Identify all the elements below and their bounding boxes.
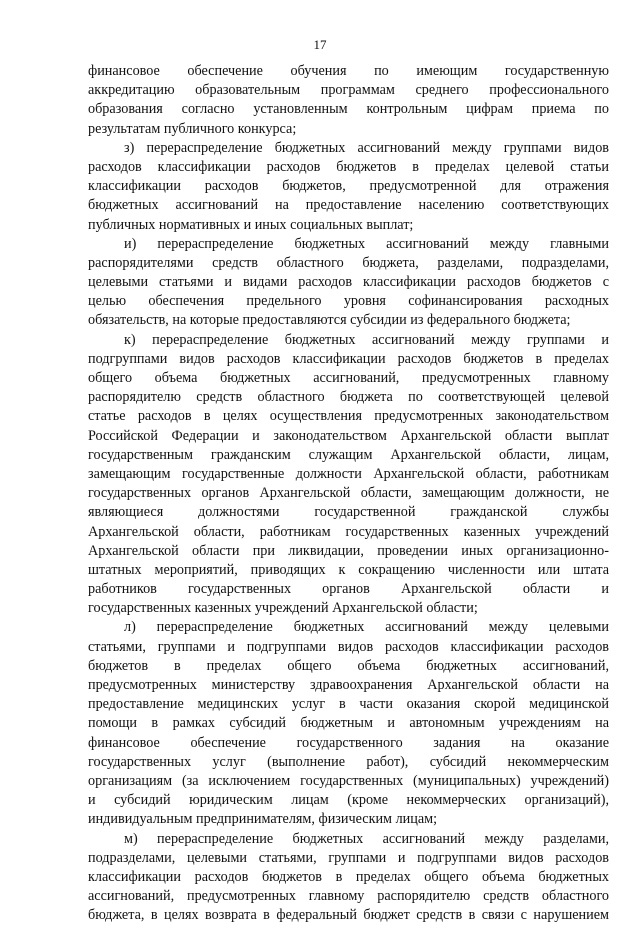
text-line: классификации расходов бюджетов в пределах общего объема бюджетных <box>88 868 609 885</box>
text-line: Архангельской области, работникам государственных казенных учреждений <box>88 523 609 540</box>
text-line: предусмотренных министерству здравоохранения Архангельской области на <box>88 677 609 693</box>
document-body <box>88 62 609 925</box>
text-line: штатных мероприятий, приводящих к сокращению численности или штата <box>88 561 609 578</box>
text-line: целью обеспечения предельного уровня софинансирования расходных <box>88 293 609 310</box>
text-line: подразделами, целевыми статьями, группами и подгруппами видов расходов <box>88 849 609 866</box>
text-line: государственным гражданским служащим Архангельской области, лицам, <box>88 446 609 463</box>
text-line: бюджета, в целях возврата в федеральный бюджет средств в связи с нарушением <box>88 907 609 924</box>
text-line: финансовое обеспечение обучения по имеющим государственную <box>88 63 609 79</box>
text-line: и субсидий юридическим лицам (кроме некоммерческих организаций), <box>88 792 609 809</box>
text-line: организациям (за исключением государственных (муниципальных) учреждений) <box>88 772 609 789</box>
text-line: индивидуальным предпринимателям, физическим лицам; <box>88 811 438 828</box>
text-line: замещающим государственные должности Архангельской области, работникам <box>88 465 609 482</box>
text-line: результатам публичного конкурса; <box>88 120 297 137</box>
text-line: являющиеся должностями государственной гражданской службы <box>88 504 609 521</box>
text-line: статьями, группами и подгруппами видов расходов классификации расходов <box>88 638 609 655</box>
text-line: финансовое обеспечение государственного задания на оказание <box>88 734 609 751</box>
text-line: государственных услуг (выполнение работ), субсидий некоммерческим <box>88 753 609 770</box>
text-line: подгруппами видов расходов классификации расходов бюджетов в пределах <box>88 350 609 367</box>
text-line: расходов классификации расходов бюджетов в пределах целевой статьи <box>88 158 609 175</box>
text-line: обязательств, на которые предоставляются субсидии из федерального бюджета; <box>88 312 571 329</box>
text-line: бюджетных ассигнований на предоставление населению соответствующих <box>88 197 609 214</box>
text-line: работников государственных органов Архангельской области и <box>88 581 609 598</box>
text-line: общего объема бюджетных ассигнований, предусмотренных главному <box>88 370 609 386</box>
text-line: к) перераспределение бюджетных ассигнований между группами и <box>124 331 609 348</box>
text-line: государственных казенных учреждений Архангельской области; <box>88 600 478 617</box>
text-line: ассигнований, предусмотренных главному распорядителю средств областного <box>88 888 609 905</box>
text-line: Архангельской области при ликвидации, проведении иных организационно- <box>88 542 609 559</box>
text-line: государственных органов Архангельской области, замещающим должности, не <box>88 485 609 502</box>
text-line: м) перераспределение бюджетных ассигнований между разделами, <box>124 830 609 847</box>
text-line: бюджетов в пределах общего объема бюджетных ассигнований, <box>88 657 609 674</box>
text-line: публичных нормативных и иных социальных выплат; <box>88 216 414 233</box>
text-line: распорядителями средств областного бюджета, разделами, подразделами, <box>88 254 609 271</box>
text-line: з) перераспределение бюджетных ассигнований между группами видов <box>124 139 609 156</box>
text-line: классификации расходов бюджетов, предусмотренной для отражения <box>88 178 609 195</box>
text-line: аккредитацию образовательным программам среднего профессионального <box>88 82 609 99</box>
text-line: помощи в рамках субсидий бюджетным и автономным учреждениям на <box>88 715 609 732</box>
text-line: целевыми статьями и видами расходов классификации расходов бюджетов с <box>88 274 609 291</box>
text-line: предоставление медицинских услуг в части оказания скорой медицинской <box>88 696 609 713</box>
text-line: л) перераспределение бюджетных ассигнований между целевыми <box>124 619 609 636</box>
text-line: образования согласно установленным контрольным цифрам приема по <box>88 101 609 118</box>
text-line: распорядителю средств областного бюджета по соответствующей целевой <box>88 389 609 406</box>
text-line: статье расходов в целях осуществления предусмотренных законодательством <box>88 408 609 425</box>
text-line: Российской Федерации и законодательством Архангельской области выплат <box>88 427 609 444</box>
text-line: и) перераспределение бюджетных ассигнований между главными <box>124 235 609 252</box>
page-number: 17 <box>313 37 327 52</box>
